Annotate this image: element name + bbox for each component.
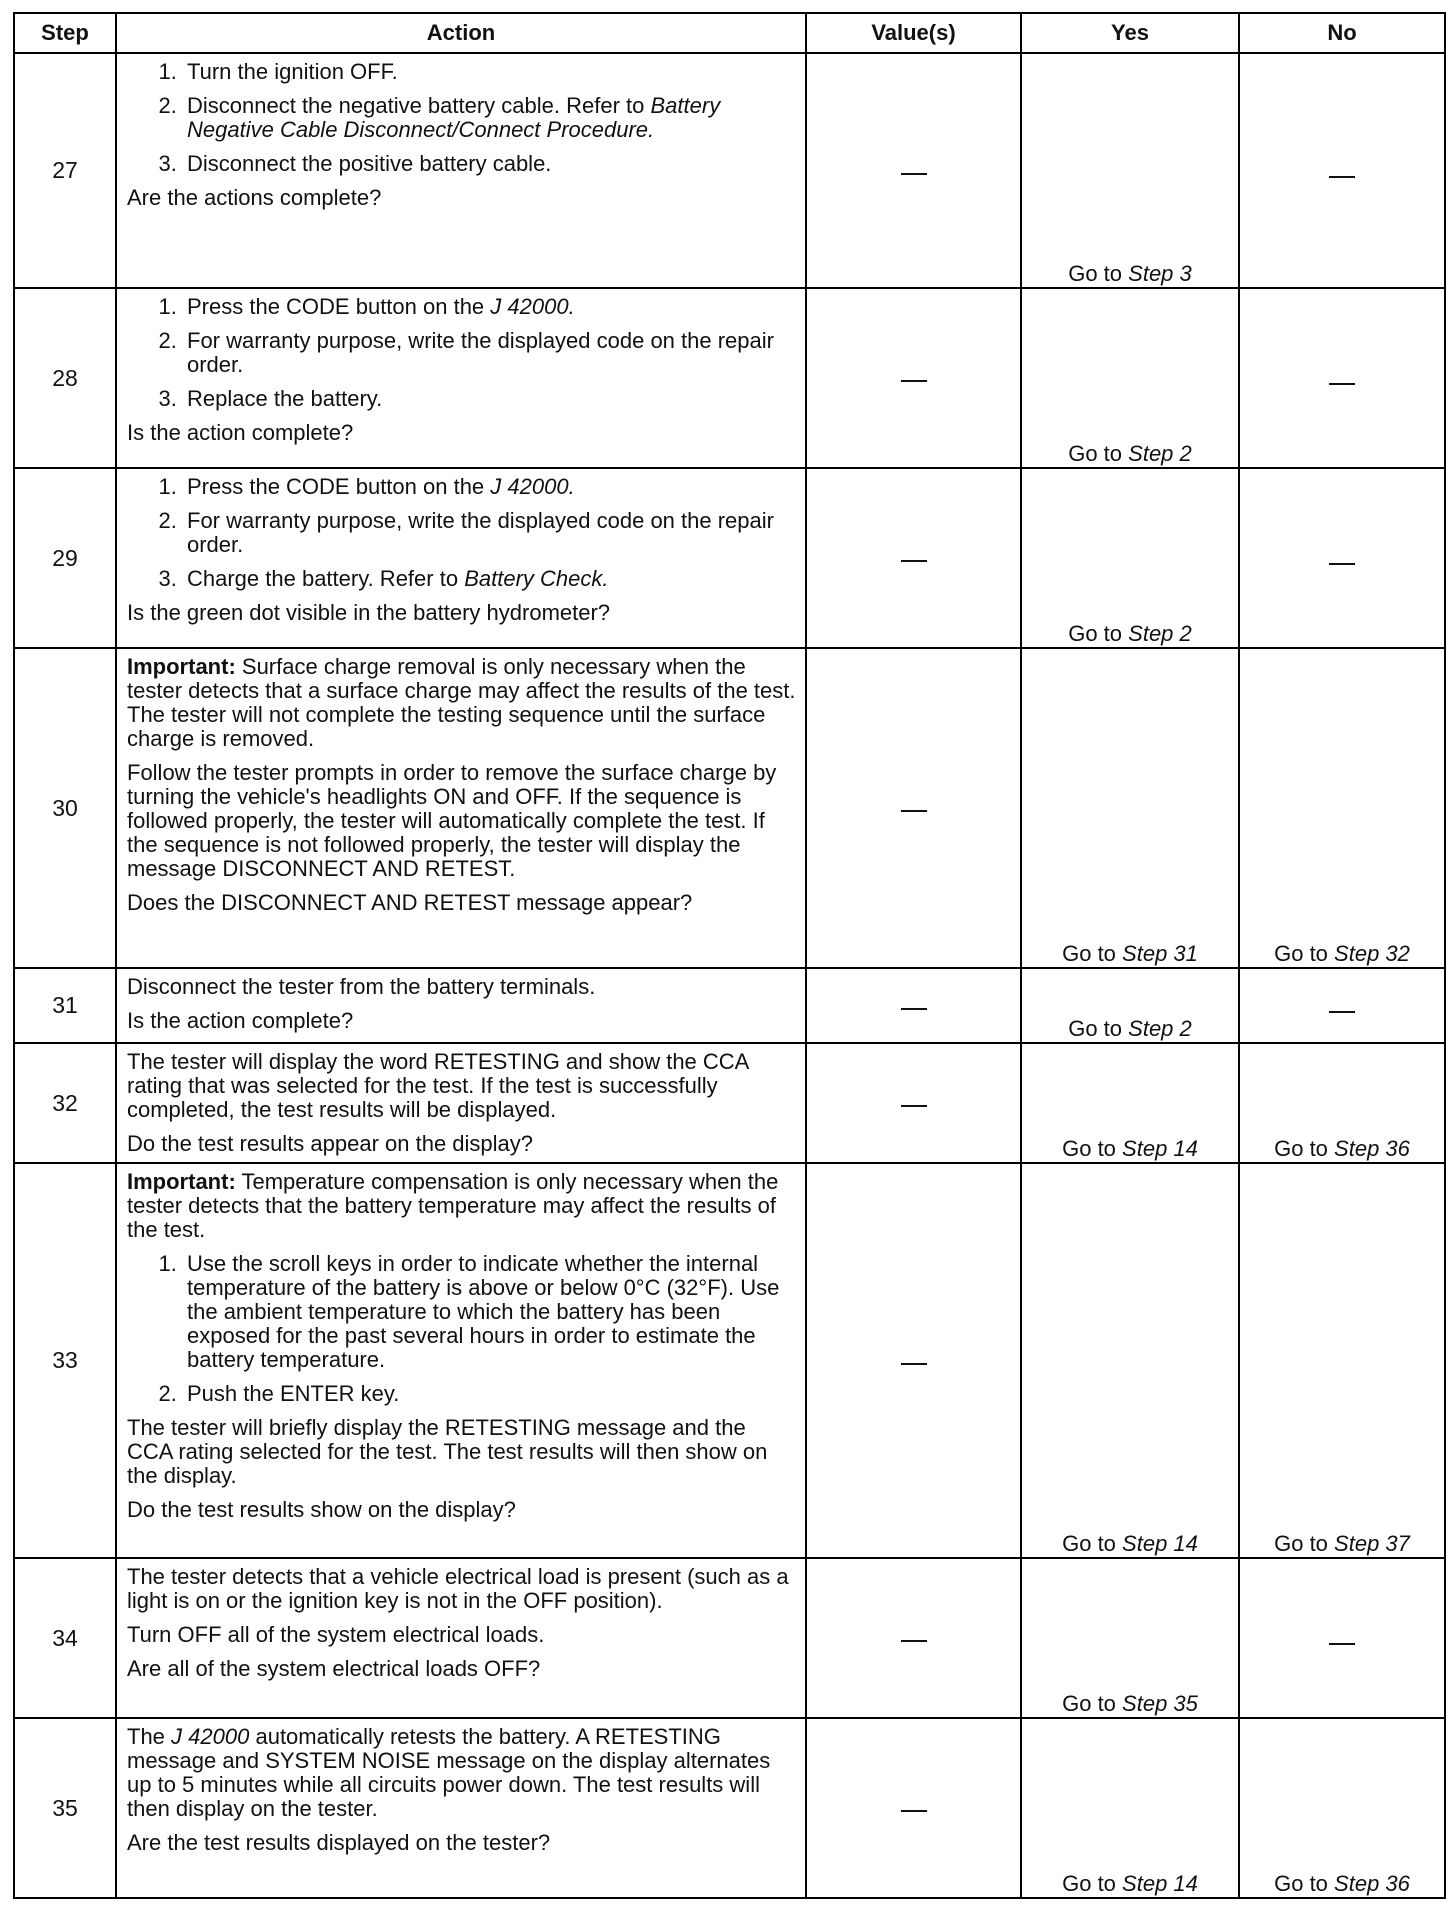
- action-step: 3. Charge the battery. Refer to Battery Check.: [183, 567, 797, 591]
- action-step: 1. Press the CODE button on the J 42000.: [183, 475, 797, 499]
- action-cell: [116, 53, 806, 288]
- action-text: The tester will display the word RETESTING and show the CCA rating that was selected for the test. If the test is successfully completed, the test results will be displayed.: [127, 1049, 749, 1122]
- tool-reference: J 42000.: [490, 474, 575, 499]
- header-row: [14, 13, 1445, 53]
- action-step: 1. Press the CODE button on the J 42000.: [183, 295, 797, 319]
- dash: [1329, 176, 1355, 178]
- value-cell: [806, 468, 1021, 648]
- tool-reference: J 42000: [171, 1724, 250, 1749]
- question: Do the test results appear on the display?: [127, 1131, 534, 1156]
- yes-step-link[interactable]: Step 3: [1128, 261, 1192, 286]
- action-step: 1. Use the scroll keys in order to indicate whether the internal temperature of the battery is above or below 0°C (32°F). Use the ambient temperature to which the battery has been exposed for the past several hours in order to estimate the battery temperature.: [183, 1252, 797, 1372]
- action-cell: [116, 1558, 806, 1718]
- action-cell: [116, 648, 806, 968]
- no-cell: [1239, 288, 1445, 468]
- value-cell: [806, 1558, 1021, 1718]
- dash: [1329, 1011, 1355, 1013]
- step-number: 35: [14, 1718, 116, 1898]
- yes-cell: Go to Step 3: [1021, 53, 1239, 288]
- no-cell: [1239, 968, 1445, 1043]
- dash: [901, 1363, 927, 1365]
- action-step: 2. For warranty purpose, write the displayed code on the repair order.: [183, 329, 797, 377]
- yes-cell: Go to Step 14: [1021, 1043, 1239, 1163]
- dash: [901, 1640, 927, 1642]
- action-text: Turn OFF all of the system electrical loads.: [127, 1622, 545, 1647]
- header-values: Value(s): [806, 13, 1021, 53]
- yes-cell: Go to Step 2: [1021, 468, 1239, 648]
- table-row: [14, 1163, 1445, 1558]
- yes-cell: Go to Step 14: [1021, 1718, 1239, 1898]
- action-text: Disconnect the tester from the battery terminals.: [127, 974, 596, 999]
- no-step-link[interactable]: Step 37: [1334, 1531, 1410, 1556]
- action-cell: [116, 1163, 806, 1558]
- no-cell: Go to Step 36: [1239, 1043, 1445, 1163]
- yes-step-link[interactable]: Step 14: [1122, 1871, 1198, 1896]
- action-cell: [116, 1718, 806, 1898]
- value-cell: [806, 648, 1021, 968]
- action-step: 1. Turn the ignition OFF.: [183, 60, 797, 84]
- diagnostic-table: [13, 12, 1446, 1899]
- no-cell: [1239, 1558, 1445, 1718]
- step-number: 33: [14, 1163, 116, 1558]
- yes-step-link[interactable]: Step 14: [1122, 1136, 1198, 1161]
- dash: [1329, 563, 1355, 565]
- dash: [901, 380, 927, 382]
- value-cell: [806, 1718, 1021, 1898]
- question: Do the test results show on the display?: [127, 1497, 516, 1522]
- question: Is the action complete?: [127, 420, 354, 445]
- question: Are the test results displayed on the tester?: [127, 1830, 551, 1855]
- step-number: 30: [14, 648, 116, 968]
- action-cell: [116, 1043, 806, 1163]
- table-row: [14, 968, 1445, 1043]
- action-cell: [116, 288, 806, 468]
- important-note: Important: Surface charge removal is only necessary when the tester detects that a surface charge may affect the results of the test. The tester will not complete the testing sequence until the surface charge is removed.: [127, 654, 796, 751]
- yes-cell: Go to Step 35: [1021, 1558, 1239, 1718]
- value-cell: [806, 1043, 1021, 1163]
- yes-step-link[interactable]: Step 14: [1122, 1531, 1198, 1556]
- table-row: [14, 468, 1445, 648]
- action-step: 3. Replace the battery.: [183, 387, 797, 411]
- step-number: 28: [14, 288, 116, 468]
- no-cell: [1239, 468, 1445, 648]
- yes-step-link[interactable]: Step 2: [1128, 441, 1192, 466]
- action-step: 2. For warranty purpose, write the displayed code on the repair order.: [183, 509, 797, 557]
- value-cell: [806, 1163, 1021, 1558]
- reference-link[interactable]: Battery Negative Cable Disconnect/Connect Procedure.: [187, 93, 721, 142]
- question: Is the green dot visible in the battery hydrometer?: [127, 600, 611, 625]
- step-number: 34: [14, 1558, 116, 1718]
- no-cell: [1239, 53, 1445, 288]
- no-cell: Go to Step 32: [1239, 648, 1445, 968]
- no-cell: Go to Step 37: [1239, 1163, 1445, 1558]
- yes-cell: Go to Step 14: [1021, 1163, 1239, 1558]
- question: Are the actions complete?: [127, 185, 382, 210]
- header-no: No: [1239, 13, 1445, 53]
- yes-cell: Go to Step 2: [1021, 968, 1239, 1043]
- yes-step-link[interactable]: Step 2: [1128, 1016, 1192, 1041]
- step-number: 31: [14, 968, 116, 1043]
- important-note: Important: Temperature compensation is only necessary when the tester detects that the battery temperature may affect the results of the test.: [127, 1169, 779, 1242]
- dash: [901, 560, 927, 562]
- reference-link[interactable]: Battery Check.: [464, 566, 609, 591]
- dash: [1329, 1643, 1355, 1645]
- header-action: Action: [116, 13, 806, 53]
- action-text: The tester will briefly display the RETESTING message and the CCA rating selected for the test. The test results will then show on the display.: [127, 1415, 768, 1488]
- value-cell: [806, 968, 1021, 1043]
- step-number: 29: [14, 468, 116, 648]
- dash: [901, 1105, 927, 1107]
- no-cell: Go to Step 36: [1239, 1718, 1445, 1898]
- question: Does the DISCONNECT AND RETEST message appear?: [127, 890, 693, 915]
- table-row: [14, 648, 1445, 968]
- no-step-link[interactable]: Step 36: [1334, 1136, 1410, 1161]
- dash: [901, 173, 927, 175]
- dash: [1329, 383, 1355, 385]
- header-yes: Yes: [1021, 13, 1239, 53]
- question: Is the action complete?: [127, 1008, 354, 1033]
- yes-cell: Go to Step 31: [1021, 648, 1239, 968]
- table-row: [14, 288, 1445, 468]
- action-text: The J 42000 automatically retests the battery. A RETESTING message and SYSTEM NOISE message on the display alternates up to 5 minutes while all circuits power down. The test results will then display on the tester.: [127, 1724, 771, 1821]
- header-step: Step: [14, 13, 116, 53]
- dash: [901, 1810, 927, 1812]
- table-row: [14, 53, 1445, 288]
- no-step-link[interactable]: Step 32: [1334, 941, 1410, 966]
- action-step: 3. Disconnect the positive battery cable.: [183, 152, 797, 176]
- yes-step-link[interactable]: Step 2: [1128, 621, 1192, 646]
- table-row: [14, 1043, 1445, 1163]
- action-text: The tester detects that a vehicle electrical load is present (such as a light is on or the ignition key is not in the OFF position).: [127, 1564, 789, 1613]
- step-number: 27: [14, 53, 116, 288]
- no-step-link[interactable]: Step 36: [1334, 1871, 1410, 1896]
- tool-reference: J 42000.: [490, 294, 575, 319]
- table-row: [14, 1718, 1445, 1898]
- question: Are all of the system electrical loads OFF?: [127, 1656, 541, 1681]
- action-cell: [116, 968, 806, 1043]
- step-number: 32: [14, 1043, 116, 1163]
- dash: [901, 1008, 927, 1010]
- dash: [901, 810, 927, 812]
- yes-cell: Go to Step 2: [1021, 288, 1239, 468]
- yes-step-link[interactable]: Step 31: [1122, 941, 1198, 966]
- table-row: [14, 1558, 1445, 1718]
- action-text: Follow the tester prompts in order to remove the surface charge by turning the vehicle's headlights ON and OFF. If the sequence is followed properly, the tester will automatically complete the test. If the sequence is not followed properly, the tester will display the message DISCONNECT AND RETEST.: [127, 760, 777, 881]
- value-cell: [806, 53, 1021, 288]
- value-cell: [806, 288, 1021, 468]
- action-step: 2. Push the ENTER key.: [183, 1382, 797, 1406]
- action-step: 2. Disconnect the negative battery cable. Refer to Battery Negative Cable Disconnect/Connect Procedure.: [183, 94, 797, 142]
- action-cell: [116, 468, 806, 648]
- yes-step-link[interactable]: Step 35: [1122, 1691, 1198, 1716]
